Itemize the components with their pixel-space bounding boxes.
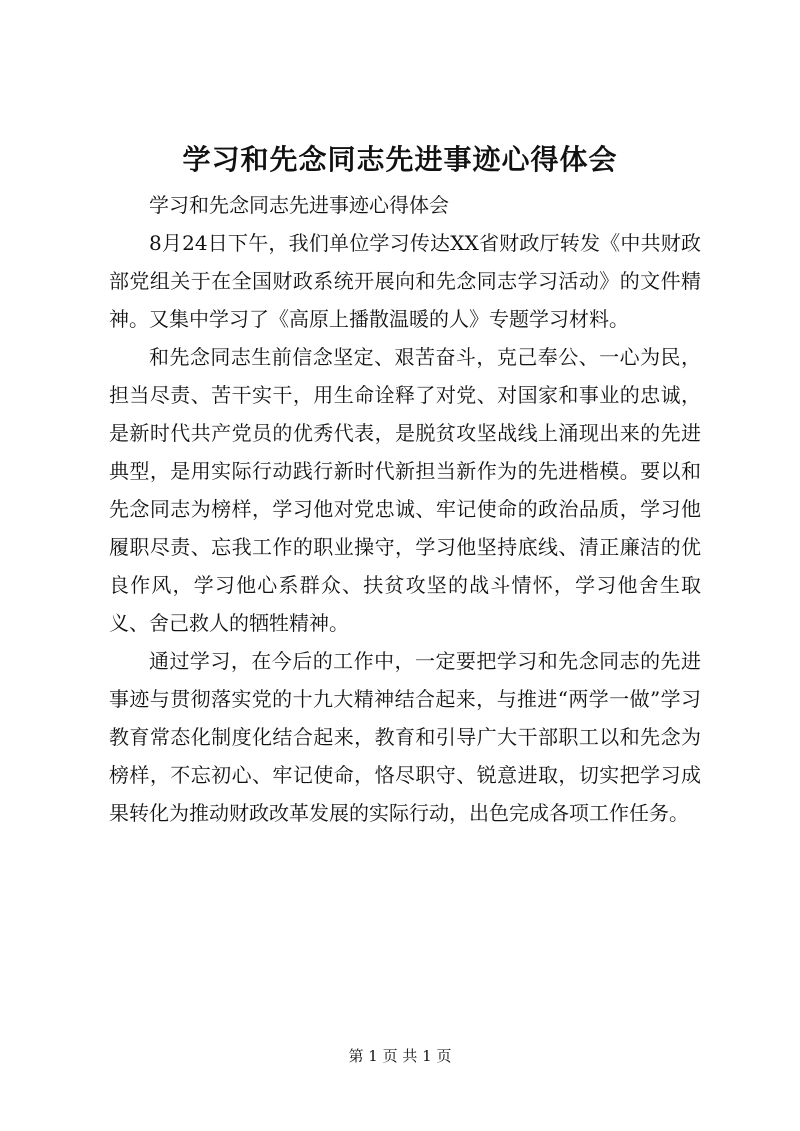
document-body (109, 186, 701, 832)
subtitle-paragraph: 学习和先念同志先进事迹心得体会 (149, 193, 449, 217)
body-paragraph-3: 通过学习，在今后的工作中，一定要把学习和先念同志的先进事迹与贯彻落实党的十九大精神结合起来，与推进“两学一做”学习教育常态化制度化结合起来，教育和引导广大干部职工以和先念为榜样，不忘初心、牢记使命，恪尽职守、锐意进取，切实把学习成果转化为推动财政改革发展的实际行动，出色完成各项工作任务。 (109, 649, 701, 825)
document-title: 学习和先念同志先进事迹心得体会 (182, 143, 618, 176)
page-footer: 第 1 页 共 1 页 (348, 1047, 452, 1065)
body-paragraph-2: 和先念同志生前信念坚定、艰苦奋斗，克己奉公、一心为民，担当尽责、苦干实干，用生命诠释了对党、对国家和事业的忠诚，是新时代共产党员的优秀代表，是脱贫攻坚战线上涌现出来的先进典型，是用实际行动践行新时代新担当新作为的先进楷模。要以和先念同志为榜样，学习他对党忠诚、牢记使命的政治品质，学习他履职尽责、忘我工作的职业操守，学习他坚持底线、清正廉洁的优良作风，学习他心系群众、扶贫攻坚的战斗情怀，学习他舍生取义、舍己救人的牺牲精神。 (109, 345, 701, 635)
body-paragraph-1: 8月24日下午，我们单位学习传达XX省财政厅转发《中共财政部党组关于在全国财政系统开展向和先念同志学习活动》的文件精神。又集中学习了《高原上播散温暖的人》专题学习材料。 (109, 231, 701, 331)
